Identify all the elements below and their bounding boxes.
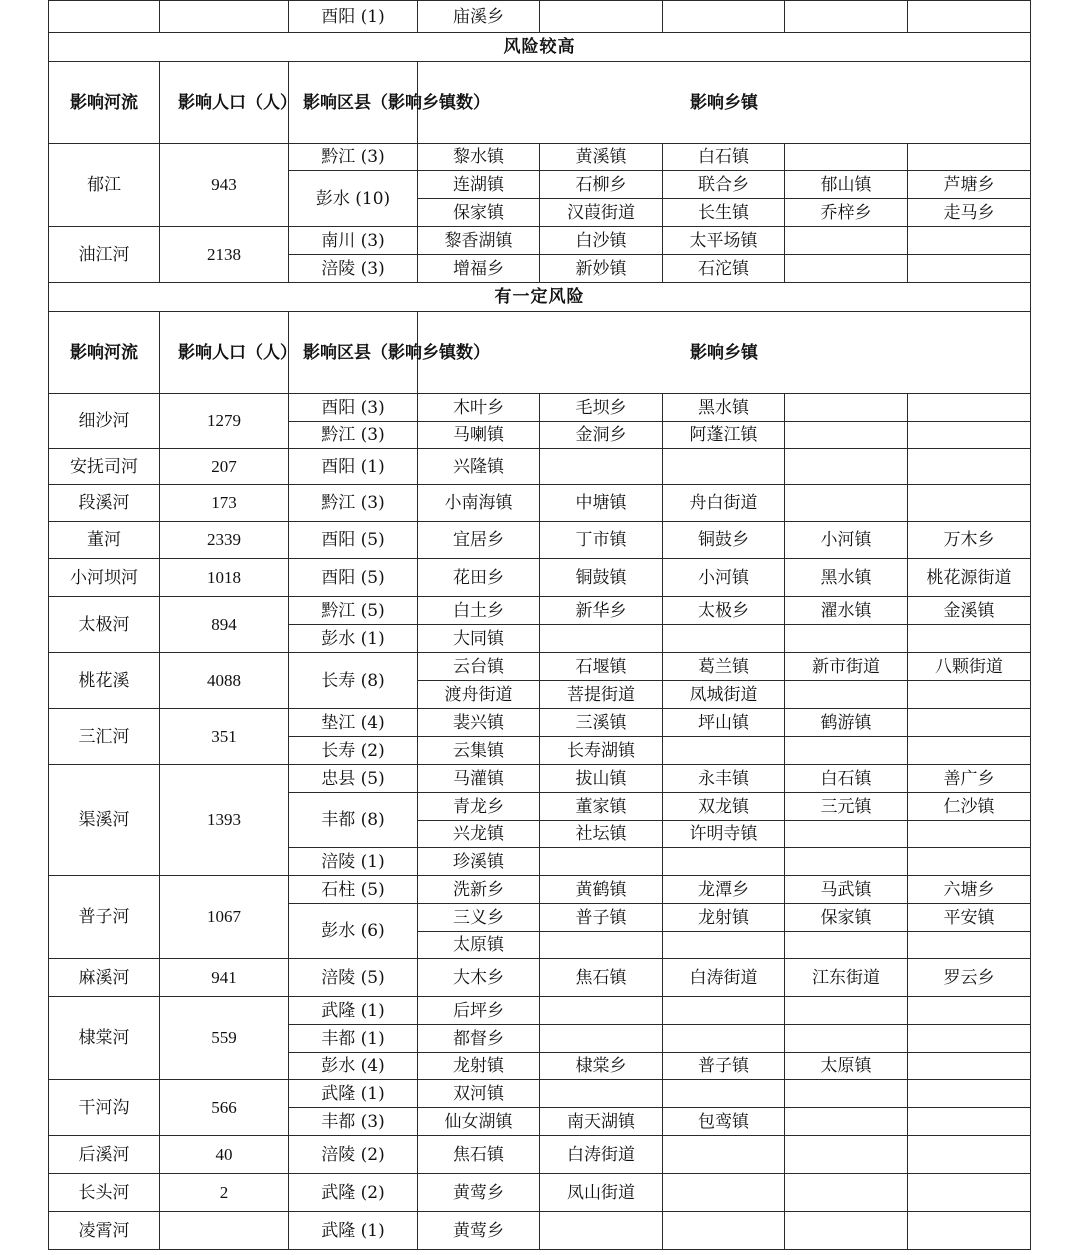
town-cell: 焦石镇 — [540, 959, 663, 997]
town-cell — [908, 394, 1031, 422]
town-cell: 后坪乡 — [418, 997, 540, 1025]
town-cell — [540, 1, 663, 33]
town-cell — [663, 1212, 785, 1250]
town-cell: 保家镇 — [418, 199, 540, 227]
town-cell: 桃花源街道 — [908, 559, 1031, 597]
town-cell: 马武镇 — [785, 876, 908, 904]
header-river — [49, 62, 160, 144]
town-cell — [908, 1053, 1031, 1080]
town-cell — [908, 848, 1031, 876]
district-cell: 长寿 (8) — [289, 653, 418, 709]
table-row — [49, 559, 1031, 597]
header-population-label: 影响人口（人） — [178, 342, 297, 363]
town-cell: 仁沙镇 — [908, 793, 1031, 821]
town-cell: 六塘乡 — [908, 876, 1031, 904]
town-cell — [540, 449, 663, 485]
town-cell: 双龙镇 — [663, 793, 785, 821]
district-cell: 垫江 (4) — [289, 709, 418, 737]
district-cell: 涪陵 (3) — [289, 255, 418, 283]
town-cell: 龙射镇 — [663, 904, 785, 932]
town-cell: 马喇镇 — [418, 422, 540, 449]
town-cell: 三溪镇 — [540, 709, 663, 737]
header-river-label: 影响河流 — [70, 92, 138, 113]
town-cell: 铜鼓镇 — [540, 559, 663, 597]
town-cell: 舟白街道 — [663, 485, 785, 522]
town-cell: 太原镇 — [418, 932, 540, 959]
town-cell — [540, 932, 663, 959]
town-cell — [785, 932, 908, 959]
town-cell: 洗新乡 — [418, 876, 540, 904]
town-cell — [785, 848, 908, 876]
river-name-cell: 长头河 — [49, 1174, 160, 1212]
table-row — [49, 997, 1031, 1025]
district-cell: 黔江 (3) — [289, 144, 418, 171]
town-cell: 兴龙镇 — [418, 821, 540, 848]
table-row — [49, 1, 1031, 33]
town-cell: 联合乡 — [663, 171, 785, 199]
river-name-cell: 凌霄河 — [49, 1212, 160, 1250]
river-name-cell: 太极河 — [49, 597, 160, 653]
town-cell — [540, 848, 663, 876]
town-cell — [785, 422, 908, 449]
town-cell: 永丰镇 — [663, 765, 785, 793]
town-cell: 白石镇 — [785, 765, 908, 793]
town-cell — [785, 1212, 908, 1250]
town-cell: 焦石镇 — [418, 1136, 540, 1174]
town-cell: 黎水镇 — [418, 144, 540, 171]
town-cell: 许明寺镇 — [663, 821, 785, 848]
population-cell: 1393 — [160, 765, 289, 876]
section-title-row — [49, 33, 1031, 62]
table-row — [49, 1080, 1031, 1108]
district-cell: 武隆 (1) — [289, 1080, 418, 1108]
river-name-cell: 安抚司河 — [49, 449, 160, 485]
river-name-cell: 段溪河 — [49, 485, 160, 522]
district-cell: 酉阳 (1) — [289, 1, 418, 33]
town-cell: 都督乡 — [418, 1025, 540, 1053]
population-cell: 566 — [160, 1080, 289, 1136]
district-cell: 酉阳 (1) — [289, 449, 418, 485]
header-river-label: 影响河流 — [70, 342, 138, 363]
town-cell: 大木乡 — [418, 959, 540, 997]
river-name-cell: 三汇河 — [49, 709, 160, 765]
town-cell — [785, 821, 908, 848]
town-cell — [540, 1025, 663, 1053]
town-cell — [908, 709, 1031, 737]
district-cell: 武隆 (1) — [289, 1212, 418, 1250]
town-cell: 龙射镇 — [418, 1053, 540, 1080]
population-cell — [160, 1212, 289, 1250]
town-cell: 南天湖镇 — [540, 1108, 663, 1136]
town-cell: 濯水镇 — [785, 597, 908, 625]
town-cell: 毛坝乡 — [540, 394, 663, 422]
town-cell — [908, 1080, 1031, 1108]
table-row — [49, 1212, 1031, 1250]
town-cell — [908, 1212, 1031, 1250]
town-cell — [908, 625, 1031, 653]
district-cell: 长寿 (2) — [289, 737, 418, 765]
section-title-row — [49, 283, 1031, 312]
town-cell — [785, 1136, 908, 1174]
town-cell: 白涛街道 — [663, 959, 785, 997]
header-towns: 影响乡镇 — [418, 62, 1031, 144]
town-cell — [663, 1025, 785, 1053]
town-cell: 龙潭乡 — [663, 876, 785, 904]
town-cell — [908, 1, 1031, 33]
town-cell: 中塘镇 — [540, 485, 663, 522]
town-cell — [785, 227, 908, 255]
town-cell — [663, 1136, 785, 1174]
town-cell: 黎香湖镇 — [418, 227, 540, 255]
town-cell — [663, 449, 785, 485]
table-row — [49, 144, 1031, 171]
town-cell: 小南海镇 — [418, 485, 540, 522]
table-row — [49, 227, 1031, 255]
town-cell: 平安镇 — [908, 904, 1031, 932]
population-cell: 173 — [160, 485, 289, 522]
table-row — [49, 522, 1031, 559]
town-cell — [908, 821, 1031, 848]
town-cell: 芦塘乡 — [908, 171, 1031, 199]
town-cell: 云台镇 — [418, 653, 540, 681]
town-cell: 黑水镇 — [663, 394, 785, 422]
town-cell: 渡舟街道 — [418, 681, 540, 709]
town-cell: 庙溪乡 — [418, 1, 540, 33]
town-cell — [785, 449, 908, 485]
town-cell — [908, 1136, 1031, 1174]
town-cell — [908, 1108, 1031, 1136]
river-name-cell: 郁江 — [49, 144, 160, 227]
town-cell: 罗云乡 — [908, 959, 1031, 997]
town-cell: 八颗街道 — [908, 653, 1031, 681]
town-cell: 石沱镇 — [663, 255, 785, 283]
table-row — [49, 1136, 1031, 1174]
district-cell: 武隆 (2) — [289, 1174, 418, 1212]
town-cell: 新华乡 — [540, 597, 663, 625]
town-cell — [785, 681, 908, 709]
town-cell: 三元镇 — [785, 793, 908, 821]
town-cell: 白涛街道 — [540, 1136, 663, 1174]
district-cell: 丰都 (8) — [289, 793, 418, 848]
town-cell: 鹤游镇 — [785, 709, 908, 737]
river-cell — [49, 1, 160, 33]
table-row — [49, 449, 1031, 485]
town-cell: 大同镇 — [418, 625, 540, 653]
population-cell: 207 — [160, 449, 289, 485]
town-cell: 走马乡 — [908, 199, 1031, 227]
town-cell — [785, 997, 908, 1025]
population-cell: 1067 — [160, 876, 289, 959]
town-cell — [908, 681, 1031, 709]
town-cell: 普子镇 — [663, 1053, 785, 1080]
town-cell: 太原镇 — [785, 1053, 908, 1080]
population-cell — [160, 1, 289, 33]
town-cell — [540, 1080, 663, 1108]
town-cell: 普子镇 — [540, 904, 663, 932]
table-row — [49, 959, 1031, 997]
district-cell: 武隆 (1) — [289, 997, 418, 1025]
town-cell — [540, 997, 663, 1025]
town-cell: 长寿湖镇 — [540, 737, 663, 765]
district-cell: 黔江 (3) — [289, 422, 418, 449]
town-cell — [908, 449, 1031, 485]
header-district-label: 影响区县（影响乡镇数） — [303, 92, 490, 113]
town-cell: 黄莺乡 — [418, 1174, 540, 1212]
table-row — [49, 1174, 1031, 1212]
district-cell: 忠县 (5) — [289, 765, 418, 793]
town-cell — [785, 485, 908, 522]
town-cell — [785, 255, 908, 283]
town-cell: 石柳乡 — [540, 171, 663, 199]
town-cell — [785, 394, 908, 422]
town-cell: 黄溪镇 — [540, 144, 663, 171]
town-cell: 双河镇 — [418, 1080, 540, 1108]
town-cell — [908, 422, 1031, 449]
population-cell: 1279 — [160, 394, 289, 449]
table-body — [49, 1, 1031, 1250]
town-cell: 坪山镇 — [663, 709, 785, 737]
header-river — [49, 312, 160, 394]
header-population — [160, 62, 297, 144]
town-cell: 郁山镇 — [785, 171, 908, 199]
town-cell — [908, 144, 1031, 171]
town-cell: 包鸾镇 — [663, 1108, 785, 1136]
population-cell: 2138 — [160, 227, 289, 283]
town-cell — [908, 227, 1031, 255]
town-cell — [663, 932, 785, 959]
population-cell: 559 — [160, 997, 289, 1080]
town-cell — [908, 932, 1031, 959]
town-cell: 珍溪镇 — [418, 848, 540, 876]
town-cell: 铜鼓乡 — [663, 522, 785, 559]
town-cell: 裴兴镇 — [418, 709, 540, 737]
town-cell: 黑水镇 — [785, 559, 908, 597]
town-cell — [785, 737, 908, 765]
district-cell: 彭水 (1) — [289, 625, 418, 653]
table-row — [49, 394, 1031, 422]
header-row — [49, 312, 1031, 394]
town-cell — [785, 625, 908, 653]
town-cell: 兴隆镇 — [418, 449, 540, 485]
town-cell — [663, 848, 785, 876]
header-district — [289, 62, 490, 144]
town-cell: 善广乡 — [908, 765, 1031, 793]
town-cell — [785, 1174, 908, 1212]
town-cell: 花田乡 — [418, 559, 540, 597]
town-cell — [663, 1080, 785, 1108]
town-cell — [663, 997, 785, 1025]
town-cell — [908, 737, 1031, 765]
town-cell: 乔梓乡 — [785, 199, 908, 227]
town-cell — [785, 1080, 908, 1108]
population-cell: 2 — [160, 1174, 289, 1212]
district-cell: 彭水 (6) — [289, 904, 418, 959]
town-cell: 拔山镇 — [540, 765, 663, 793]
district-cell: 涪陵 (1) — [289, 848, 418, 876]
town-cell: 新妙镇 — [540, 255, 663, 283]
river-name-cell: 干河沟 — [49, 1080, 160, 1136]
town-cell: 江东街道 — [785, 959, 908, 997]
town-cell: 董家镇 — [540, 793, 663, 821]
population-cell: 40 — [160, 1136, 289, 1174]
town-cell: 太极乡 — [663, 597, 785, 625]
district-cell: 彭水 (4) — [289, 1053, 418, 1080]
town-cell: 三义乡 — [418, 904, 540, 932]
town-cell: 白土乡 — [418, 597, 540, 625]
town-cell: 白沙镇 — [540, 227, 663, 255]
town-cell: 保家镇 — [785, 904, 908, 932]
river-name-cell: 普子河 — [49, 876, 160, 959]
town-cell: 长生镇 — [663, 199, 785, 227]
district-cell: 彭水 (10) — [289, 171, 418, 227]
town-cell: 菩提街道 — [540, 681, 663, 709]
table-row — [49, 709, 1031, 737]
town-cell: 木叶乡 — [418, 394, 540, 422]
district-cell: 丰都 (1) — [289, 1025, 418, 1053]
district-cell: 黔江 (5) — [289, 597, 418, 625]
river-name-cell: 渠溪河 — [49, 765, 160, 876]
table-row — [49, 765, 1031, 793]
document-page — [48, 0, 1030, 1250]
header-district — [289, 312, 490, 394]
header-row — [49, 62, 1031, 144]
river-name-cell: 细沙河 — [49, 394, 160, 449]
town-cell — [908, 485, 1031, 522]
population-cell: 2339 — [160, 522, 289, 559]
header-towns: 影响乡镇 — [418, 312, 1031, 394]
river-name-cell: 董河 — [49, 522, 160, 559]
town-cell: 阿蓬江镇 — [663, 422, 785, 449]
section-title: 风险较高 — [49, 33, 1031, 62]
population-cell: 941 — [160, 959, 289, 997]
town-cell: 新市街道 — [785, 653, 908, 681]
town-cell: 石堰镇 — [540, 653, 663, 681]
town-cell — [785, 144, 908, 171]
district-cell: 南川 (3) — [289, 227, 418, 255]
header-population-label: 影响人口（人） — [178, 92, 297, 113]
town-cell — [663, 737, 785, 765]
town-cell: 白石镇 — [663, 144, 785, 171]
town-cell: 小河镇 — [785, 522, 908, 559]
town-cell: 棣棠乡 — [540, 1053, 663, 1080]
town-cell: 连湖镇 — [418, 171, 540, 199]
town-cell: 黄鹤镇 — [540, 876, 663, 904]
town-cell — [540, 1212, 663, 1250]
district-cell: 酉阳 (5) — [289, 559, 418, 597]
town-cell — [785, 1108, 908, 1136]
river-name-cell: 小河坝河 — [49, 559, 160, 597]
district-cell: 黔江 (3) — [289, 485, 418, 522]
town-cell: 汉葭街道 — [540, 199, 663, 227]
district-cell: 酉阳 (5) — [289, 522, 418, 559]
town-cell: 仙女湖镇 — [418, 1108, 540, 1136]
header-district-label: 影响区县（影响乡镇数） — [303, 342, 490, 363]
town-cell: 金洞乡 — [540, 422, 663, 449]
population-cell: 351 — [160, 709, 289, 765]
town-cell — [663, 1174, 785, 1212]
town-cell: 金溪镇 — [908, 597, 1031, 625]
river-name-cell: 麻溪河 — [49, 959, 160, 997]
table-row — [49, 876, 1031, 904]
town-cell — [785, 1025, 908, 1053]
table-row — [49, 485, 1031, 522]
town-cell: 增福乡 — [418, 255, 540, 283]
town-cell: 丁市镇 — [540, 522, 663, 559]
town-cell: 凤城街道 — [663, 681, 785, 709]
river-name-cell: 后溪河 — [49, 1136, 160, 1174]
town-cell — [908, 1174, 1031, 1212]
population-cell: 4088 — [160, 653, 289, 709]
header-population — [160, 312, 297, 394]
town-cell: 太平场镇 — [663, 227, 785, 255]
table-row — [49, 597, 1031, 625]
town-cell: 马灌镇 — [418, 765, 540, 793]
population-cell: 943 — [160, 144, 289, 227]
town-cell — [908, 255, 1031, 283]
risk-table — [48, 0, 1031, 1250]
town-cell: 凤山街道 — [540, 1174, 663, 1212]
district-cell: 丰都 (3) — [289, 1108, 418, 1136]
population-cell: 1018 — [160, 559, 289, 597]
town-cell — [908, 1025, 1031, 1053]
town-cell: 云集镇 — [418, 737, 540, 765]
town-cell: 青龙乡 — [418, 793, 540, 821]
town-cell — [663, 1, 785, 33]
town-cell: 葛兰镇 — [663, 653, 785, 681]
population-cell: 894 — [160, 597, 289, 653]
town-cell — [908, 997, 1031, 1025]
river-name-cell: 桃花溪 — [49, 653, 160, 709]
town-cell: 小河镇 — [663, 559, 785, 597]
district-cell: 石柱 (5) — [289, 876, 418, 904]
district-cell: 酉阳 (3) — [289, 394, 418, 422]
town-cell — [540, 625, 663, 653]
table-row — [49, 653, 1031, 681]
town-cell: 黄莺乡 — [418, 1212, 540, 1250]
section-title: 有一定风险 — [49, 283, 1031, 312]
town-cell — [663, 625, 785, 653]
town-cell: 社坛镇 — [540, 821, 663, 848]
town-cell — [785, 1, 908, 33]
town-cell: 宜居乡 — [418, 522, 540, 559]
district-cell: 涪陵 (5) — [289, 959, 418, 997]
river-name-cell: 棣棠河 — [49, 997, 160, 1080]
town-cell: 万木乡 — [908, 522, 1031, 559]
district-cell: 涪陵 (2) — [289, 1136, 418, 1174]
river-name-cell: 油江河 — [49, 227, 160, 283]
